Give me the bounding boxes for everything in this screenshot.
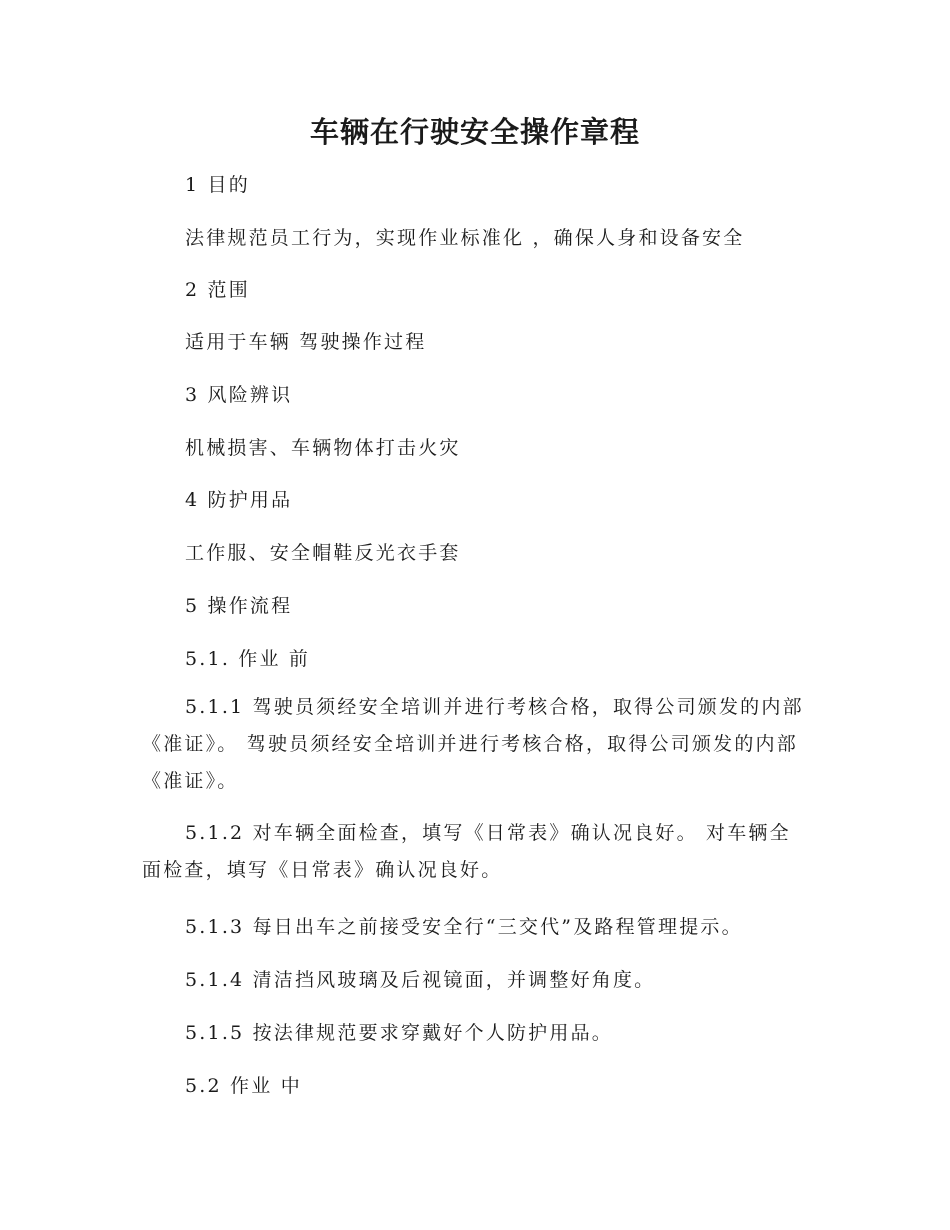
section-3-heading: 3 风险辨识 [185, 384, 293, 406]
document-title: 车辆在行驶安全操作章程 [309, 115, 640, 149]
section-4-heading: 4 防护用品 [185, 489, 293, 511]
clause-5-1-2: 5.1.2 对车辆全面检查，填写《日常表》确认况良好。 对车辆全面检查，填写《日常表》确认况良好。 [142, 822, 791, 881]
section-1-body: 法律规范员工行为，实现作业标准化 ，确保人身和设备安全 [185, 227, 745, 249]
section-5-heading: 5 操作流程 [185, 595, 293, 617]
clause-5-1-5: 5.1.5 按法律规范要求穿戴好个人防护用品。 [185, 1022, 613, 1044]
section-5-2-heading: 5.2 作业 中 [185, 1075, 302, 1097]
clause-5-1-4: 5.1.4 清洁挡风玻璃及后视镜面，并调整好角度。 [185, 969, 656, 991]
clause-5-1-1: 5.1.1 驾驶员须经安全培训并进行考核合格，取得公司颁发的内部《准证》。 驾驶员须经安全培训并进行考核合格，取得公司颁发的内部《准证》。 [142, 696, 804, 792]
section-2-body: 适用于车辆 驾驶操作过程 [185, 331, 427, 353]
section-2-heading: 2 范围 [185, 279, 250, 301]
section-4-body: 工作服、安全帽鞋反光衣手套 [185, 542, 461, 564]
clause-5-1-3: 5.1.3 每日出车之前接受安全行“三交代”及路程管理提示。 [185, 916, 743, 938]
section-3-body: 机械损害、车辆物体打击火灾 [185, 437, 461, 459]
section-1-heading: 1 目的 [185, 174, 250, 196]
section-5-1-heading: 5.1. 作业 前 [185, 648, 311, 670]
